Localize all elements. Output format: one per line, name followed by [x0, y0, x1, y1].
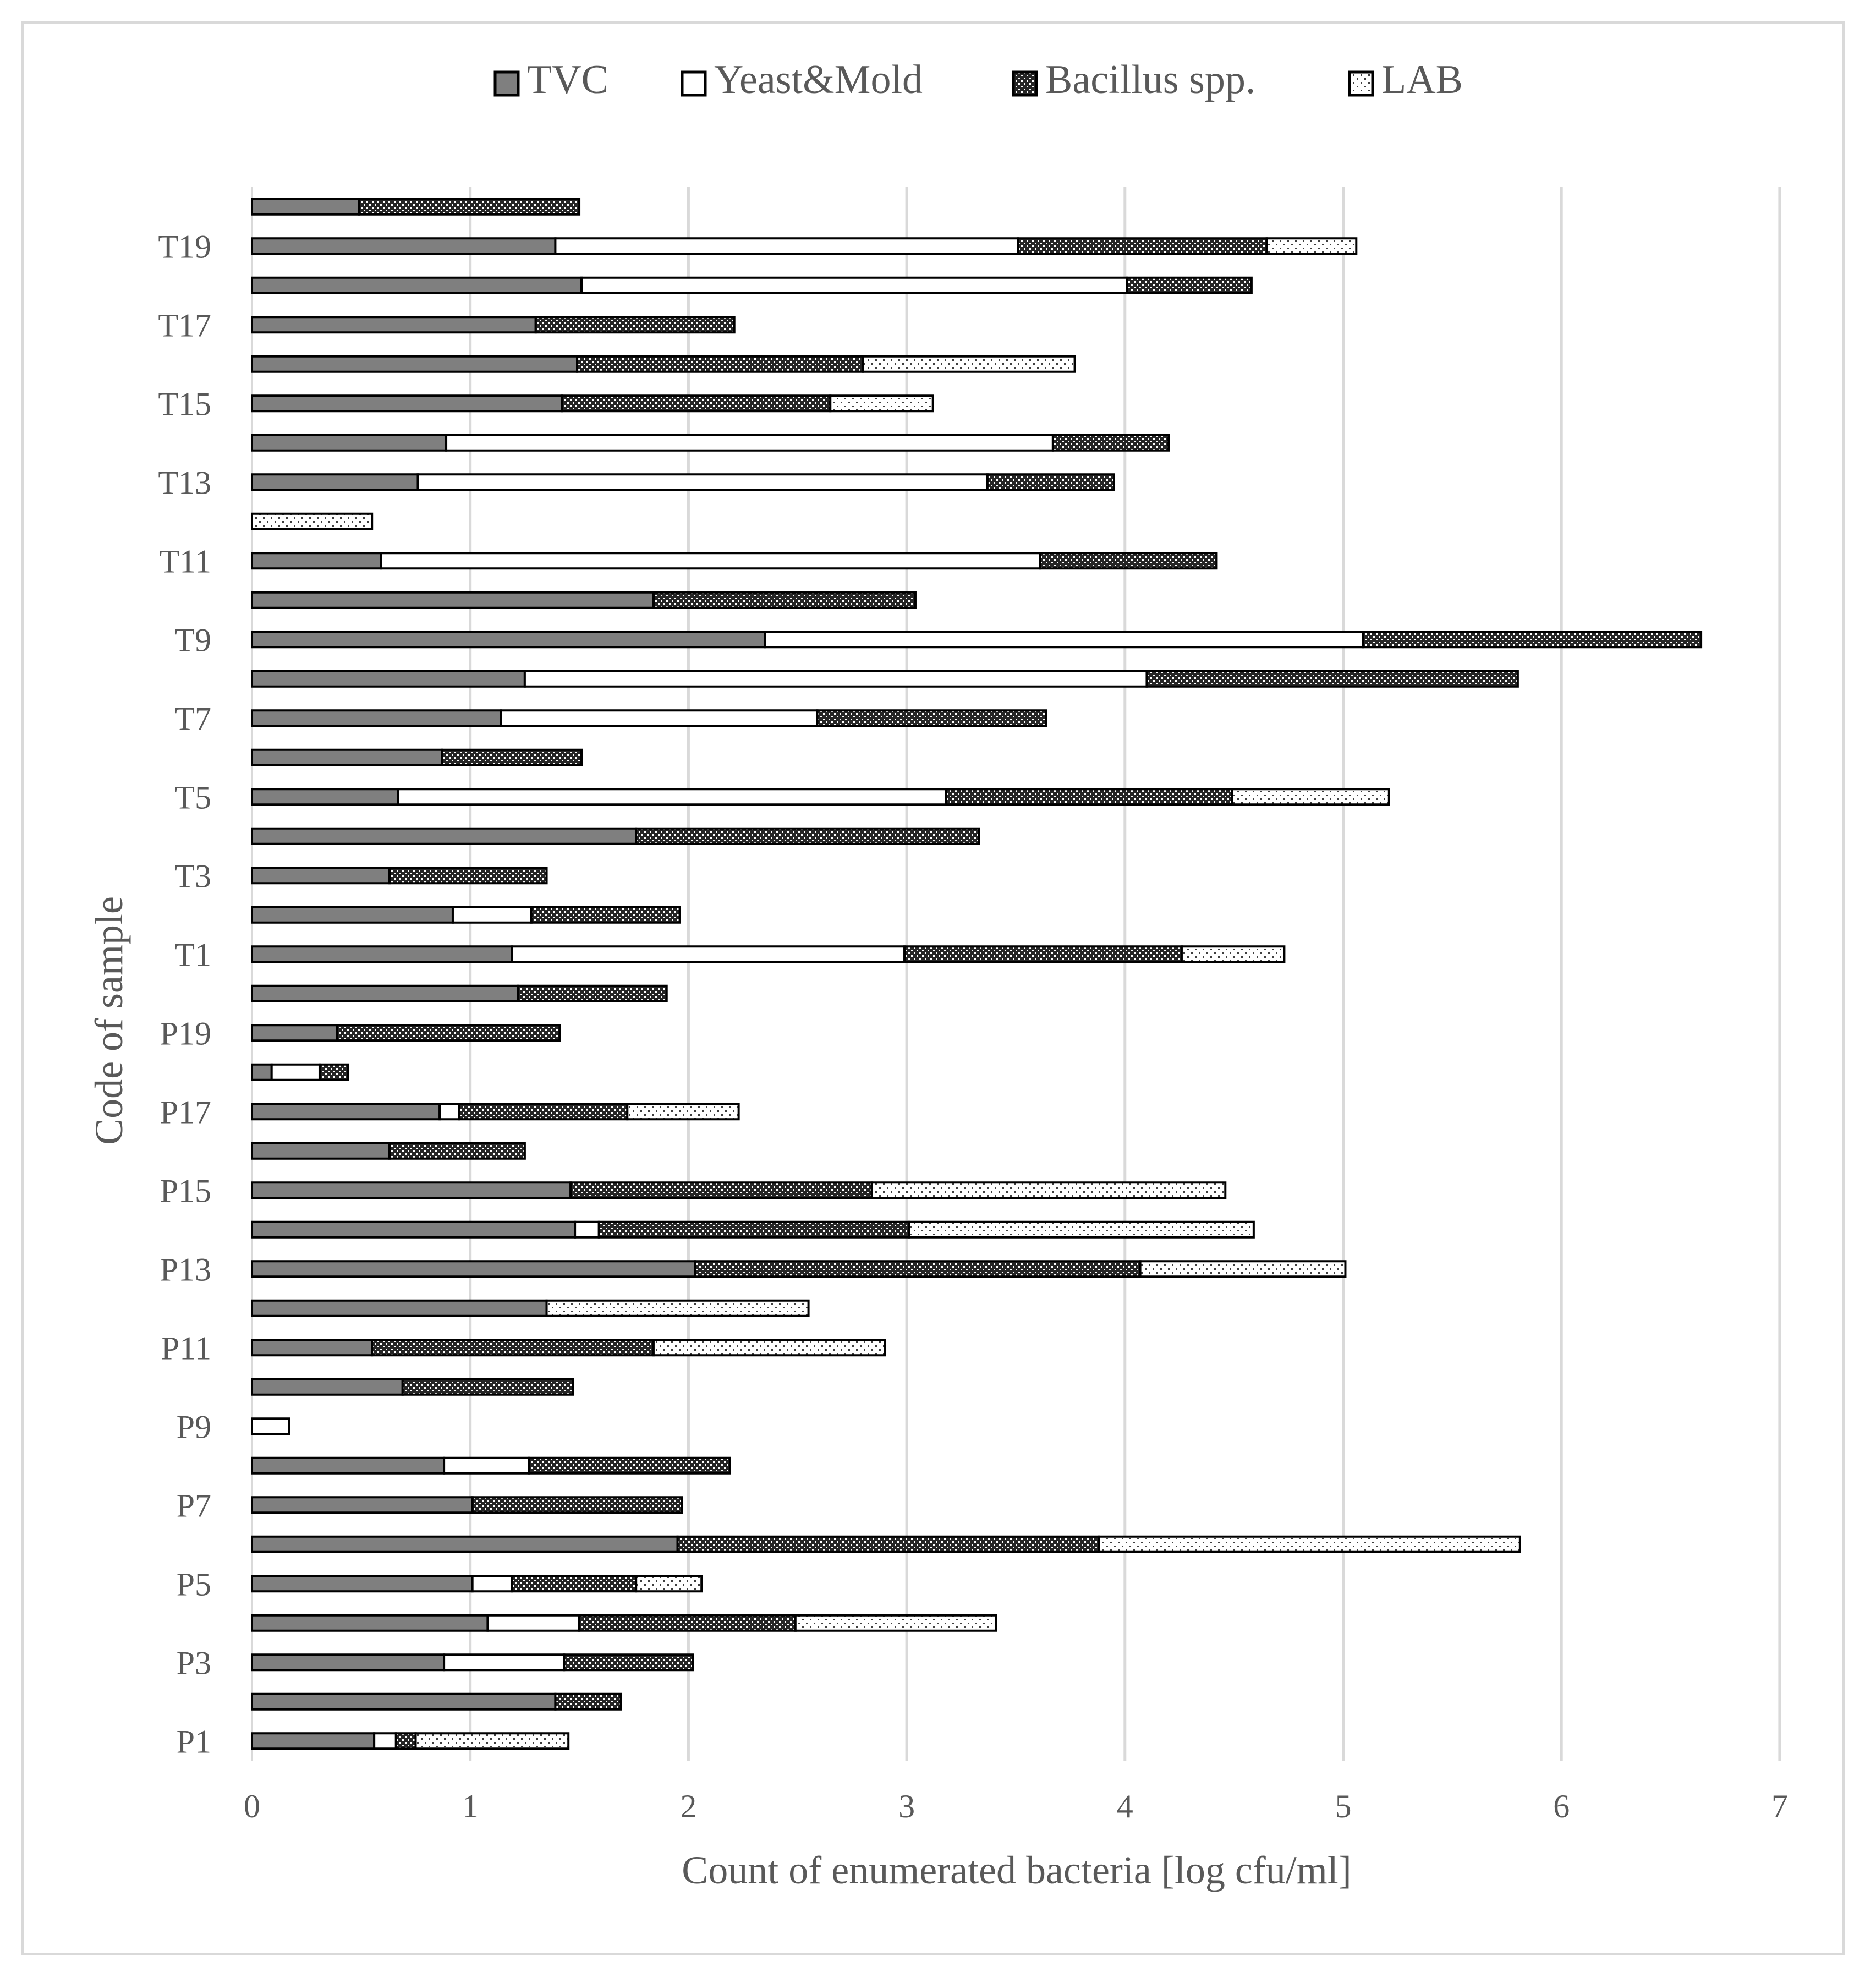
bar-group-T17	[252, 317, 734, 332]
bar-P20-bacillus-spp-	[518, 986, 667, 1001]
x-tick-label: 7	[1771, 1788, 1788, 1824]
bar-T1-tvc	[252, 946, 512, 962]
x-tick-label: 5	[1335, 1788, 1352, 1824]
bar-group-T14	[252, 435, 1169, 451]
legend-label: LAB	[1381, 57, 1463, 102]
y-tick-label: T11	[159, 543, 211, 580]
bar-P8-bacillus-spp-	[529, 1458, 730, 1473]
bar-group-P16	[252, 1143, 525, 1159]
y-tick-label: P5	[176, 1566, 211, 1603]
bar-P4-tvc	[252, 1615, 487, 1631]
bar-T19-lab	[1267, 238, 1357, 254]
bar-group-P2	[252, 1694, 621, 1709]
bar-P5-tvc	[252, 1576, 473, 1591]
y-tick-label: T13	[158, 464, 211, 501]
bar-T7-yeast-mold	[501, 710, 817, 726]
x-tick-label: 6	[1553, 1788, 1570, 1824]
bar-T6-tvc	[252, 750, 442, 765]
bar-P2-tvc	[252, 1694, 555, 1709]
bar-T15-bacillus-spp-	[562, 396, 830, 411]
y-tick-label: T15	[158, 386, 211, 423]
bar-T5-bacillus-spp-	[946, 789, 1232, 804]
bar-P17-lab	[627, 1104, 738, 1119]
bar-T9-yeast-mold	[765, 632, 1363, 647]
bar-group-P10	[252, 1379, 573, 1395]
bar-T19-bacillus-spp-	[1018, 238, 1266, 254]
bar-T4-bacillus-spp-	[636, 829, 979, 844]
bar-group-P13	[252, 1261, 1345, 1276]
bar-T17-tvc	[252, 317, 536, 332]
bar-P14-lab	[909, 1222, 1254, 1237]
bar-group-T20	[252, 199, 579, 215]
bar-T4-tvc	[252, 829, 636, 844]
bar-P11-lab	[654, 1340, 885, 1355]
bar-group-T6	[252, 750, 582, 765]
legend	[495, 57, 1463, 102]
bar-T8-tvc	[252, 671, 525, 687]
bar-P12-lab	[547, 1301, 809, 1316]
y-tick-label: P13	[160, 1251, 211, 1288]
bar-group-P8	[252, 1458, 730, 1473]
bar-T2-tvc	[252, 907, 453, 923]
x-tick-label: 0	[244, 1788, 260, 1824]
bar-P16-tvc	[252, 1143, 390, 1159]
y-tick-label: P15	[160, 1172, 211, 1209]
bar-T2-bacillus-spp-	[531, 907, 680, 923]
legend-swatch-lab	[1350, 72, 1373, 95]
bar-T10-bacillus-spp-	[654, 593, 915, 608]
bar-T14-tvc	[252, 435, 446, 451]
bar-P2-bacillus-spp-	[555, 1694, 621, 1709]
bar-P3-tvc	[252, 1654, 444, 1670]
bar-P11-tvc	[252, 1340, 372, 1355]
bar-T17-bacillus-spp-	[536, 317, 734, 332]
bar-group-T4	[252, 829, 979, 844]
bar-T2-yeast-mold	[453, 907, 531, 923]
bar-T1-lab	[1182, 946, 1284, 962]
bar-T1-yeast-mold	[512, 946, 904, 962]
bar-T20-tvc	[252, 199, 359, 215]
bar-T9-bacillus-spp-	[1363, 632, 1701, 647]
bar-P1-lab	[416, 1733, 569, 1749]
bar-P1-yeast-mold	[374, 1733, 396, 1749]
bar-P1-bacillus-spp-	[396, 1733, 416, 1749]
bar-group-T2	[252, 907, 680, 923]
bar-T8-bacillus-spp-	[1147, 671, 1517, 687]
bar-P13-tvc	[252, 1261, 695, 1276]
bar-group-T16	[252, 357, 1075, 372]
y-tick-label: T7	[174, 700, 211, 737]
x-tick-label: 3	[898, 1788, 915, 1824]
bar-P9-yeast-mold	[252, 1418, 289, 1434]
bar-T18-yeast-mold	[582, 278, 1127, 293]
bar-T12-lab	[252, 514, 372, 529]
bar-P16-bacillus-spp-	[390, 1143, 525, 1159]
bar-T14-yeast-mold	[446, 435, 1053, 451]
bar-T15-tvc	[252, 396, 562, 411]
bar-group-P5	[252, 1576, 701, 1591]
bar-P15-lab	[872, 1182, 1226, 1198]
bar-P13-bacillus-spp-	[695, 1261, 1140, 1276]
bar-P17-yeast-mold	[440, 1104, 459, 1119]
bar-P8-tvc	[252, 1458, 444, 1473]
bar-P8-yeast-mold	[444, 1458, 529, 1473]
bar-P15-bacillus-spp-	[571, 1182, 871, 1198]
bar-group-T9	[252, 632, 1701, 647]
bar-P17-tvc	[252, 1104, 440, 1119]
y-tick-label: T17	[158, 307, 211, 344]
x-tick-label: 1	[462, 1788, 479, 1824]
bar-P5-lab	[636, 1576, 701, 1591]
gridlines	[252, 187, 1780, 1761]
bar-T7-bacillus-spp-	[817, 710, 1046, 726]
y-tick-label: P1	[176, 1723, 211, 1760]
y-tick-label: T1	[174, 936, 211, 973]
bar-group-P1	[252, 1733, 568, 1749]
legend-swatch-tvc	[495, 72, 518, 95]
bar-P6-lab	[1099, 1537, 1520, 1552]
bar-T3-tvc	[252, 868, 390, 883]
bar-P17-bacillus-spp-	[459, 1104, 627, 1119]
bar-group-P11	[252, 1340, 885, 1355]
legend-swatch-bacillus-spp-	[1013, 72, 1036, 95]
bar-P20-tvc	[252, 986, 518, 1001]
y-axis-title: Code of sample	[87, 896, 131, 1145]
y-tick-label: P19	[160, 1015, 211, 1052]
bar-group-P19	[252, 1025, 559, 1040]
bar-group-P18	[252, 1065, 348, 1080]
y-tick-label: P11	[161, 1330, 211, 1367]
bar-T16-lab	[863, 357, 1075, 372]
bar-T11-yeast-mold	[381, 553, 1040, 568]
bar-T19-tvc	[252, 238, 555, 254]
bar-T15-lab	[830, 396, 932, 411]
y-tick-label: P7	[176, 1487, 211, 1524]
y-tick-label: P3	[176, 1645, 211, 1681]
bar-P18-yeast-mold	[272, 1065, 320, 1080]
y-axis-ticks	[158, 228, 211, 1760]
bar-T1-bacillus-spp-	[904, 946, 1182, 962]
bar-group-P15	[252, 1182, 1225, 1198]
bar-T11-bacillus-spp-	[1040, 553, 1216, 568]
x-axis-ticks	[244, 1788, 1788, 1824]
bar-P4-bacillus-spp-	[579, 1615, 796, 1631]
bar-T3-bacillus-spp-	[390, 868, 547, 883]
bar-P14-bacillus-spp-	[599, 1222, 909, 1237]
bar-group-P20	[252, 986, 667, 1001]
bar-P5-yeast-mold	[473, 1576, 512, 1591]
bar-P11-bacillus-spp-	[372, 1340, 654, 1355]
x-tick-label: 4	[1116, 1788, 1133, 1824]
bar-P4-lab	[796, 1615, 996, 1631]
bar-group-T1	[252, 946, 1284, 962]
bar-P19-bacillus-spp-	[337, 1025, 560, 1040]
bar-T7-tvc	[252, 710, 501, 726]
y-tick-label: P9	[176, 1409, 211, 1445]
bar-P18-bacillus-spp-	[320, 1065, 348, 1080]
y-tick-label: T19	[158, 228, 211, 265]
bar-P3-bacillus-spp-	[564, 1654, 693, 1670]
bar-P6-tvc	[252, 1537, 678, 1552]
y-tick-label: T9	[174, 622, 211, 659]
bar-group-P3	[252, 1654, 693, 1670]
bar-P19-tvc	[252, 1025, 337, 1040]
bar-T11-tvc	[252, 553, 381, 568]
legend-swatch-yeast-mold	[682, 72, 705, 95]
bar-P15-tvc	[252, 1182, 571, 1198]
bar-group-T15	[252, 396, 933, 411]
bar-P5-bacillus-spp-	[512, 1576, 636, 1591]
legend-label: Bacillus spp.	[1045, 57, 1256, 102]
bar-P14-tvc	[252, 1222, 575, 1237]
bar-P7-bacillus-spp-	[473, 1497, 682, 1513]
bar-T18-bacillus-spp-	[1127, 278, 1252, 293]
y-tick-label: T3	[174, 858, 211, 895]
bar-T9-tvc	[252, 632, 765, 647]
bar-T19-yeast-mold	[555, 238, 1018, 254]
bar-group-T11	[252, 553, 1216, 568]
legend-label: Yeast&Mold	[714, 57, 923, 102]
bar-group-P17	[252, 1104, 739, 1119]
bar-P7-tvc	[252, 1497, 473, 1513]
legend-label: TVC	[527, 57, 608, 102]
bar-T20-bacillus-spp-	[359, 199, 579, 215]
bar-T5-tvc	[252, 789, 398, 804]
x-axis-title: Count of enumerated bacteria [log cfu/ml]	[682, 1848, 1352, 1892]
bar-T14-bacillus-spp-	[1053, 435, 1169, 451]
bar-T18-tvc	[252, 278, 582, 293]
bar-group-P9	[252, 1418, 289, 1434]
bar-group-T8	[252, 671, 1518, 687]
bar-T16-tvc	[252, 357, 577, 372]
bar-P18-tvc	[252, 1065, 272, 1080]
bar-P14-yeast-mold	[575, 1222, 599, 1237]
bar-T16-bacillus-spp-	[577, 357, 863, 372]
bar-P13-lab	[1140, 1261, 1346, 1276]
bar-P10-tvc	[252, 1379, 403, 1395]
bar-T5-lab	[1232, 789, 1389, 804]
bar-P6-bacillus-spp-	[678, 1537, 1099, 1552]
bar-T10-tvc	[252, 593, 654, 608]
bar-T13-bacillus-spp-	[988, 474, 1114, 490]
bar-group-P4	[252, 1615, 996, 1631]
bar-P10-bacillus-spp-	[403, 1379, 573, 1395]
y-tick-label: T5	[174, 779, 211, 816]
bar-T5-yeast-mold	[398, 789, 946, 804]
bar-group-P12	[252, 1301, 809, 1316]
bar-P1-tvc	[252, 1733, 374, 1749]
bar-group-T19	[252, 238, 1356, 254]
bar-group-T12	[252, 514, 372, 529]
bar-group-T10	[252, 593, 915, 608]
bar-group-P14	[252, 1222, 1254, 1237]
bar-T13-yeast-mold	[418, 474, 987, 490]
bar-T8-yeast-mold	[525, 671, 1147, 687]
bar-group-T5	[252, 789, 1389, 804]
bar-group-T7	[252, 710, 1046, 726]
bar-T6-bacillus-spp-	[442, 750, 582, 765]
bar-group-T18	[252, 278, 1252, 293]
bar-P4-yeast-mold	[487, 1615, 579, 1631]
bar-group-T3	[252, 868, 547, 883]
bar-group-T13	[252, 474, 1114, 490]
bar-group-P6	[252, 1537, 1520, 1552]
bar-P3-yeast-mold	[444, 1654, 564, 1670]
y-tick-label: P17	[160, 1094, 211, 1131]
bar-P12-tvc	[252, 1301, 547, 1316]
x-tick-label: 2	[680, 1788, 697, 1824]
bar-group-P7	[252, 1497, 682, 1513]
bar-T13-tvc	[252, 474, 418, 490]
